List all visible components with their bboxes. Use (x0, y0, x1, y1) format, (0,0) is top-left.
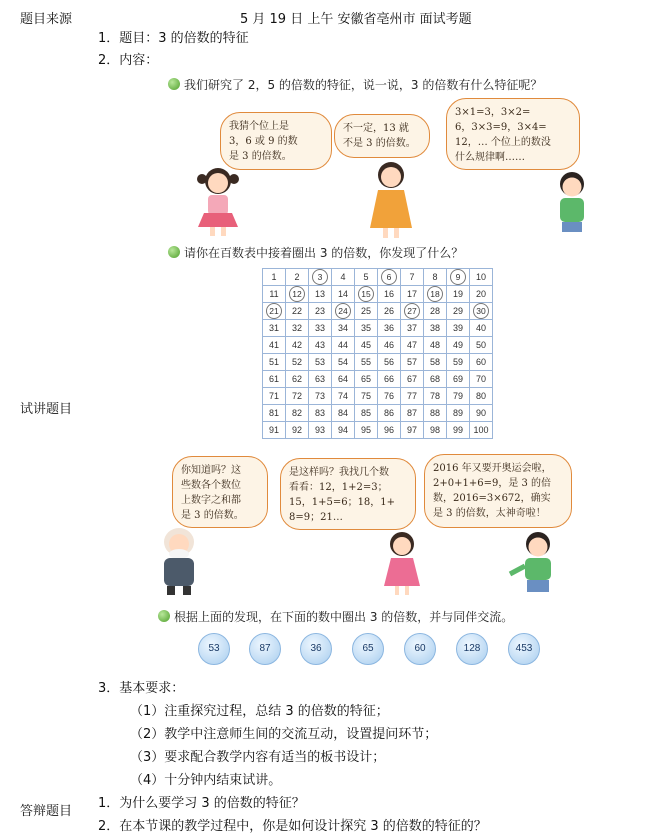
hundred-chart-cell: 64 (332, 371, 355, 388)
requirement-item: （3）要求配合教学内容有适当的板书设计； (130, 750, 386, 765)
hundred-chart-cell: 91 (263, 422, 286, 439)
hundred-chart-cell: 19 (447, 286, 470, 303)
hundred-chart-cell: 55 (355, 354, 378, 371)
hundred-chart-cell: 28 (424, 303, 447, 320)
number-ball: 65 (352, 633, 384, 665)
hundred-chart-cell: 40 (470, 320, 493, 337)
hundred-chart-cell: 100 (470, 422, 493, 439)
hundred-chart-cell: 23 (309, 303, 332, 320)
hundred-chart-cell: 74 (332, 388, 355, 405)
hundred-chart-cell: 57 (401, 354, 424, 371)
hundred-chart-row (263, 286, 493, 303)
topic-line: 1．题目：3 的倍数的特征 (98, 31, 249, 46)
requirement-item: （2）教学中注意师生间的交流互动，设置提问环节； (130, 727, 438, 742)
hundred-chart-cell: 81 (263, 405, 286, 422)
requirement-item: （1）注重探究过程，总结 3 的倍数的特征； (130, 704, 389, 719)
requirement-item: （4）十分钟内结束试讲。 (130, 773, 282, 788)
hundred-chart-cell: 17 (401, 286, 424, 303)
hundred-chart-row (263, 303, 493, 320)
hundred-chart-cell: 10 (470, 269, 493, 286)
hundred-chart-cell: 90 (470, 405, 493, 422)
hundred-chart-cell: 52 (286, 354, 309, 371)
hundred-chart-cell: 78 (424, 388, 447, 405)
hundred-chart-cell: 63 (309, 371, 332, 388)
number-ball: 36 (300, 633, 332, 665)
hundred-chart-row (263, 371, 493, 388)
hundred-chart-cell: 39 (447, 320, 470, 337)
hundred-chart-cell: 11 (263, 286, 286, 303)
content-line: 2．内容： (98, 53, 159, 68)
hundred-chart-cell: 45 (355, 337, 378, 354)
hundred-chart-cell: 84 (332, 405, 355, 422)
hundred-chart-cell: 2 (286, 269, 309, 286)
number-ball: 453 (508, 633, 540, 665)
hundred-chart-cell: 88 (424, 405, 447, 422)
speech-bubble-girl-3: 是这样吗？我找几个数 看看：12，1+2=3； 15，1+5=6；18，1+ 8=9；21… (280, 458, 416, 530)
hundred-chart-cell: 77 (401, 388, 424, 405)
hundred-chart-cell: 65 (355, 371, 378, 388)
hundred-chart-cell: 70 (470, 371, 493, 388)
hundred-chart-cell: 68 (424, 371, 447, 388)
hundred-chart-cell: 54 (332, 354, 355, 371)
hundred-chart-cell-circled: 12 (286, 286, 309, 303)
hundred-chart-cell-circled: 24 (332, 303, 355, 320)
hundred-chart-cell: 46 (378, 337, 401, 354)
hundred-chart-cell: 35 (355, 320, 378, 337)
hundred-chart-cell: 97 (401, 422, 424, 439)
green-bullet-icon (158, 610, 170, 622)
hundred-chart-row (263, 422, 493, 439)
grandpa-illustration (152, 524, 206, 596)
hundred-chart-cell: 4 (332, 269, 355, 286)
girl-in-orange-dress-illustration (366, 160, 416, 240)
hundred-chart-cell: 41 (263, 337, 286, 354)
hundred-chart-cell: 72 (286, 388, 309, 405)
hundred-chart-cell: 82 (286, 405, 309, 422)
speech-bubble-girl-2: 不一定，13 就 不是 3 的倍数。 (334, 114, 430, 158)
hundred-chart-cell: 49 (447, 337, 470, 354)
green-bullet-icon (168, 78, 180, 90)
hundred-chart-cell: 8 (424, 269, 447, 286)
hundred-chart-cell: 43 (309, 337, 332, 354)
hundred-chart-cell: 1 (263, 269, 286, 286)
hundred-chart-row (263, 337, 493, 354)
label-source: 题目来源 (20, 12, 73, 27)
hundred-chart-cell: 56 (378, 354, 401, 371)
hundred-chart-cell: 86 (378, 405, 401, 422)
hundred-chart-cell: 31 (263, 320, 286, 337)
hundred-chart-cell: 94 (332, 422, 355, 439)
hundred-chart-cell: 47 (401, 337, 424, 354)
hundred-chart-cell: 5 (355, 269, 378, 286)
hundred-chart-cell: 32 (286, 320, 309, 337)
boy-pointing-illustration (508, 530, 566, 594)
hundred-chart-cell: 37 (401, 320, 424, 337)
hundred-chart-cell: 25 (355, 303, 378, 320)
hundred-chart-cell: 53 (309, 354, 332, 371)
hundred-chart-cell-circled: 18 (424, 286, 447, 303)
hundred-chart-cell-circled: 6 (378, 269, 401, 286)
hundred-chart-cell: 71 (263, 388, 286, 405)
hundred-chart-cell: 93 (309, 422, 332, 439)
hundred-chart-cell: 62 (286, 371, 309, 388)
hundred-chart-row (263, 388, 493, 405)
hundred-chart-cell: 42 (286, 337, 309, 354)
exam-title: 5 月 19 日 上午 安徽省亳州市 面试考题 (240, 12, 472, 27)
hundred-chart-cell: 36 (378, 320, 401, 337)
defense-question: 1．为什么要学习 3 的倍数的特征？ (98, 796, 305, 811)
hundred-chart-cell: 20 (470, 286, 493, 303)
hundred-chart-cell-circled: 27 (401, 303, 424, 320)
hundred-chart-cell: 59 (447, 354, 470, 371)
number-ball: 53 (198, 633, 230, 665)
hundred-chart-cell: 44 (332, 337, 355, 354)
hundred-chart-row (263, 405, 493, 422)
speech-bubble-boy-2: 2016 年又要开奥运会啦， 2+0+1+6=9，是 3 的倍 数，2016=3×672，确实 是 3 的倍数，太神奇啦！ (424, 454, 572, 528)
hundred-chart-cell-circled: 21 (263, 303, 286, 320)
hundred-chart-row (263, 354, 493, 371)
boy-thinking-illustration (552, 170, 592, 234)
hundred-chart-cell: 83 (309, 405, 332, 422)
hundred-chart-cell: 13 (309, 286, 332, 303)
number-ball: 87 (249, 633, 281, 665)
hundred-chart-cell: 67 (401, 371, 424, 388)
book-prompt-1: 我们研究了 2，5 的倍数的特征，说一说，3 的倍数有什么特征呢？ (168, 76, 542, 93)
book-prompt-3: 根据上面的发现，在下面的数中圈出 3 的倍数，并与同伴交流。 (158, 608, 513, 625)
hundred-chart-cell: 7 (401, 269, 424, 286)
label-defense: 答辩题目 (20, 804, 73, 819)
defense-question: 2．在本节课的教学过程中，你是如何设计探究 3 的倍数的特征的？ (98, 819, 487, 834)
hundred-chart-cell: 48 (424, 337, 447, 354)
book-prompt-2: 请你在百数表中接着圈出 3 的倍数，你发现了什么？ (168, 244, 463, 261)
speech-bubble-grandpa: 你知道吗？这 些数各个数位 上数字之和都 是 3 的倍数。 (172, 456, 268, 528)
hundred-chart-cell: 33 (309, 320, 332, 337)
hundred-chart-cell: 79 (447, 388, 470, 405)
hundred-chart-cell: 16 (378, 286, 401, 303)
hundred-chart-cell: 69 (447, 371, 470, 388)
hundred-chart-cell-circled: 3 (309, 269, 332, 286)
hundred-chart-cell: 73 (309, 388, 332, 405)
hundred-chart-cell: 38 (424, 320, 447, 337)
hundred-chart-row (263, 320, 493, 337)
hundred-chart-cell: 22 (286, 303, 309, 320)
hundred-chart-cell: 99 (447, 422, 470, 439)
hundred-chart-cell-circled: 15 (355, 286, 378, 303)
number-ball: 60 (404, 633, 436, 665)
hundred-chart-cell: 80 (470, 388, 493, 405)
hundred-chart-cell: 98 (424, 422, 447, 439)
hundred-chart-cell: 61 (263, 371, 286, 388)
hundred-chart-cell: 34 (332, 320, 355, 337)
hundred-chart-cell: 87 (401, 405, 424, 422)
green-bullet-icon (168, 246, 180, 258)
hundred-chart-cell: 92 (286, 422, 309, 439)
girl-pink-dress-illustration (382, 530, 422, 596)
hundred-chart-cell: 75 (355, 388, 378, 405)
speech-bubble-boy-1: 3×1=3，3×2= 6，3×3=9，3×4= 12，… 个位上的数没 什么规律啊…… (446, 98, 580, 170)
girl-with-pigtails-illustration (194, 165, 242, 237)
label-lecture: 试讲题目 (20, 402, 73, 417)
requirements-title: 3．基本要求： (98, 681, 185, 696)
number-ball: 128 (456, 633, 488, 665)
hundred-chart-cell: 29 (447, 303, 470, 320)
hundred-chart-cell: 95 (355, 422, 378, 439)
hundred-chart-cell: 58 (424, 354, 447, 371)
hundred-chart-cell: 50 (470, 337, 493, 354)
hundred-chart-cell: 66 (378, 371, 401, 388)
hundred-chart-cell: 51 (263, 354, 286, 371)
hundred-chart-cell: 85 (355, 405, 378, 422)
hundred-chart-cell: 96 (378, 422, 401, 439)
hundred-chart-cell: 14 (332, 286, 355, 303)
hundred-chart (262, 268, 493, 439)
speech-bubble-girl-1: 我猜个位上是 3，6 或 9 的数 是 3 的倍数。 (220, 112, 332, 170)
hundred-chart-cell: 89 (447, 405, 470, 422)
hundred-chart-row (263, 269, 493, 286)
hundred-chart-cell-circled: 9 (447, 269, 470, 286)
hundred-chart-cell: 26 (378, 303, 401, 320)
hundred-chart-cell-circled: 30 (470, 303, 493, 320)
hundred-chart-cell: 76 (378, 388, 401, 405)
hundred-chart-cell: 60 (470, 354, 493, 371)
